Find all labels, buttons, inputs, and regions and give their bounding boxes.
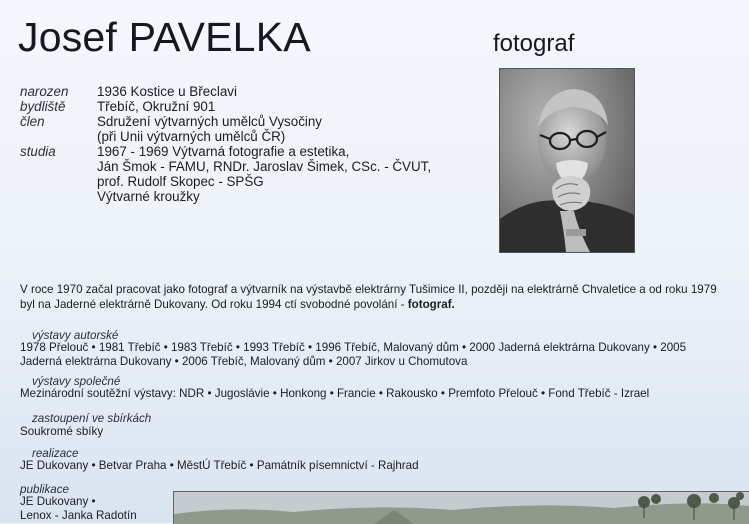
biography <box>20 282 732 312</box>
group-exhibitions <box>20 387 649 401</box>
fact-label: člen <box>20 114 45 129</box>
fact-value: prof. Rudolf Skopec - SPŠG <box>97 174 264 189</box>
fact-studies <box>20 144 431 204</box>
section-line: Jaderná elektrárna Dukovany • 2006 Třebíč, Malovaný dům • 2007 Jirkov u Chomutova <box>20 355 468 368</box>
collections <box>20 425 103 439</box>
personal-facts <box>20 84 431 204</box>
section-label-solo-exhibitions: výstavy autorské <box>32 329 119 342</box>
fact-label: studia <box>20 144 56 159</box>
profession-title: fotograf <box>493 30 575 57</box>
fact-value: Výtvarné kroužky <box>97 189 200 204</box>
fact-value: 1936 Kostice u Břeclavi <box>97 84 237 99</box>
fact-member <box>20 114 431 144</box>
portrait-image <box>500 69 634 252</box>
section-line: Mezinárodní soutěžní výstavy: NDR • Jugoslávie • Honkong • Francie • Rakousko • Premfoto Přelouč • Fond Třebíč - Izrael <box>20 387 650 400</box>
artist-name: Josef PAVELKA <box>18 14 311 60</box>
section-line: JE Dukovany • <box>20 495 96 508</box>
fact-label: narozen <box>20 84 69 99</box>
fact-residence <box>20 99 431 114</box>
fact-label: bydliště <box>20 99 66 114</box>
portrait-photo <box>499 68 635 253</box>
bio-emphasis: fotograf. <box>407 298 455 311</box>
solo-exhibitions <box>20 341 686 369</box>
publications <box>20 495 137 523</box>
section-line: JE Dukovany • Betvar Praha • MěstÚ Třebíč • Památník písemnictví - Rajhrad <box>20 459 419 472</box>
landscape-image <box>174 492 749 524</box>
section-line: 1978 Přelouč • 1981 Třebíč • 1983 Třebíč • 1993 Třebíč • 1996 Třebíč, Malovaný dům • 2000 Jaderná elektrárna Dukovany • 2005 <box>20 341 687 354</box>
section-label-publications: publikace <box>20 483 69 496</box>
section-label-group-exhibitions: výstavy společné <box>32 375 121 388</box>
section-label-realizations: realizace <box>32 447 79 460</box>
fact-value: 1967 - 1969 Výtvarná fotografie a estetika, <box>97 144 350 159</box>
bio-text: V roce 1970 začal pracovat jako fotograf a výtvarník na výstavbě elektrárny Tušimice II, později na elektrárně Chvaletice a od roku 1979 byl na Jaderné elektrárně Dukovany. Od roku 1994 ctí svobodné povolání - <box>20 283 717 311</box>
fact-value: Třebíč, Okružní 901 <box>97 99 216 114</box>
fact-value: Ján Šmok - FAMU, RNDr. Jaroslav Šimek, CSc. - ČVUT, <box>97 159 432 174</box>
landscape-photo <box>173 491 749 524</box>
section-line: Lenox - Janka Radotín <box>20 509 137 522</box>
fact-value: Sdružení výtvarných umělců Vysočiny <box>97 114 323 129</box>
fact-born <box>20 84 431 99</box>
section-label-collections: zastoupení ve sbírkách <box>32 412 152 425</box>
fact-value: (při Unii výtvarných umělců ČR) <box>97 129 286 144</box>
section-line: Soukromé sbíky <box>20 425 104 438</box>
realizations <box>20 459 419 473</box>
